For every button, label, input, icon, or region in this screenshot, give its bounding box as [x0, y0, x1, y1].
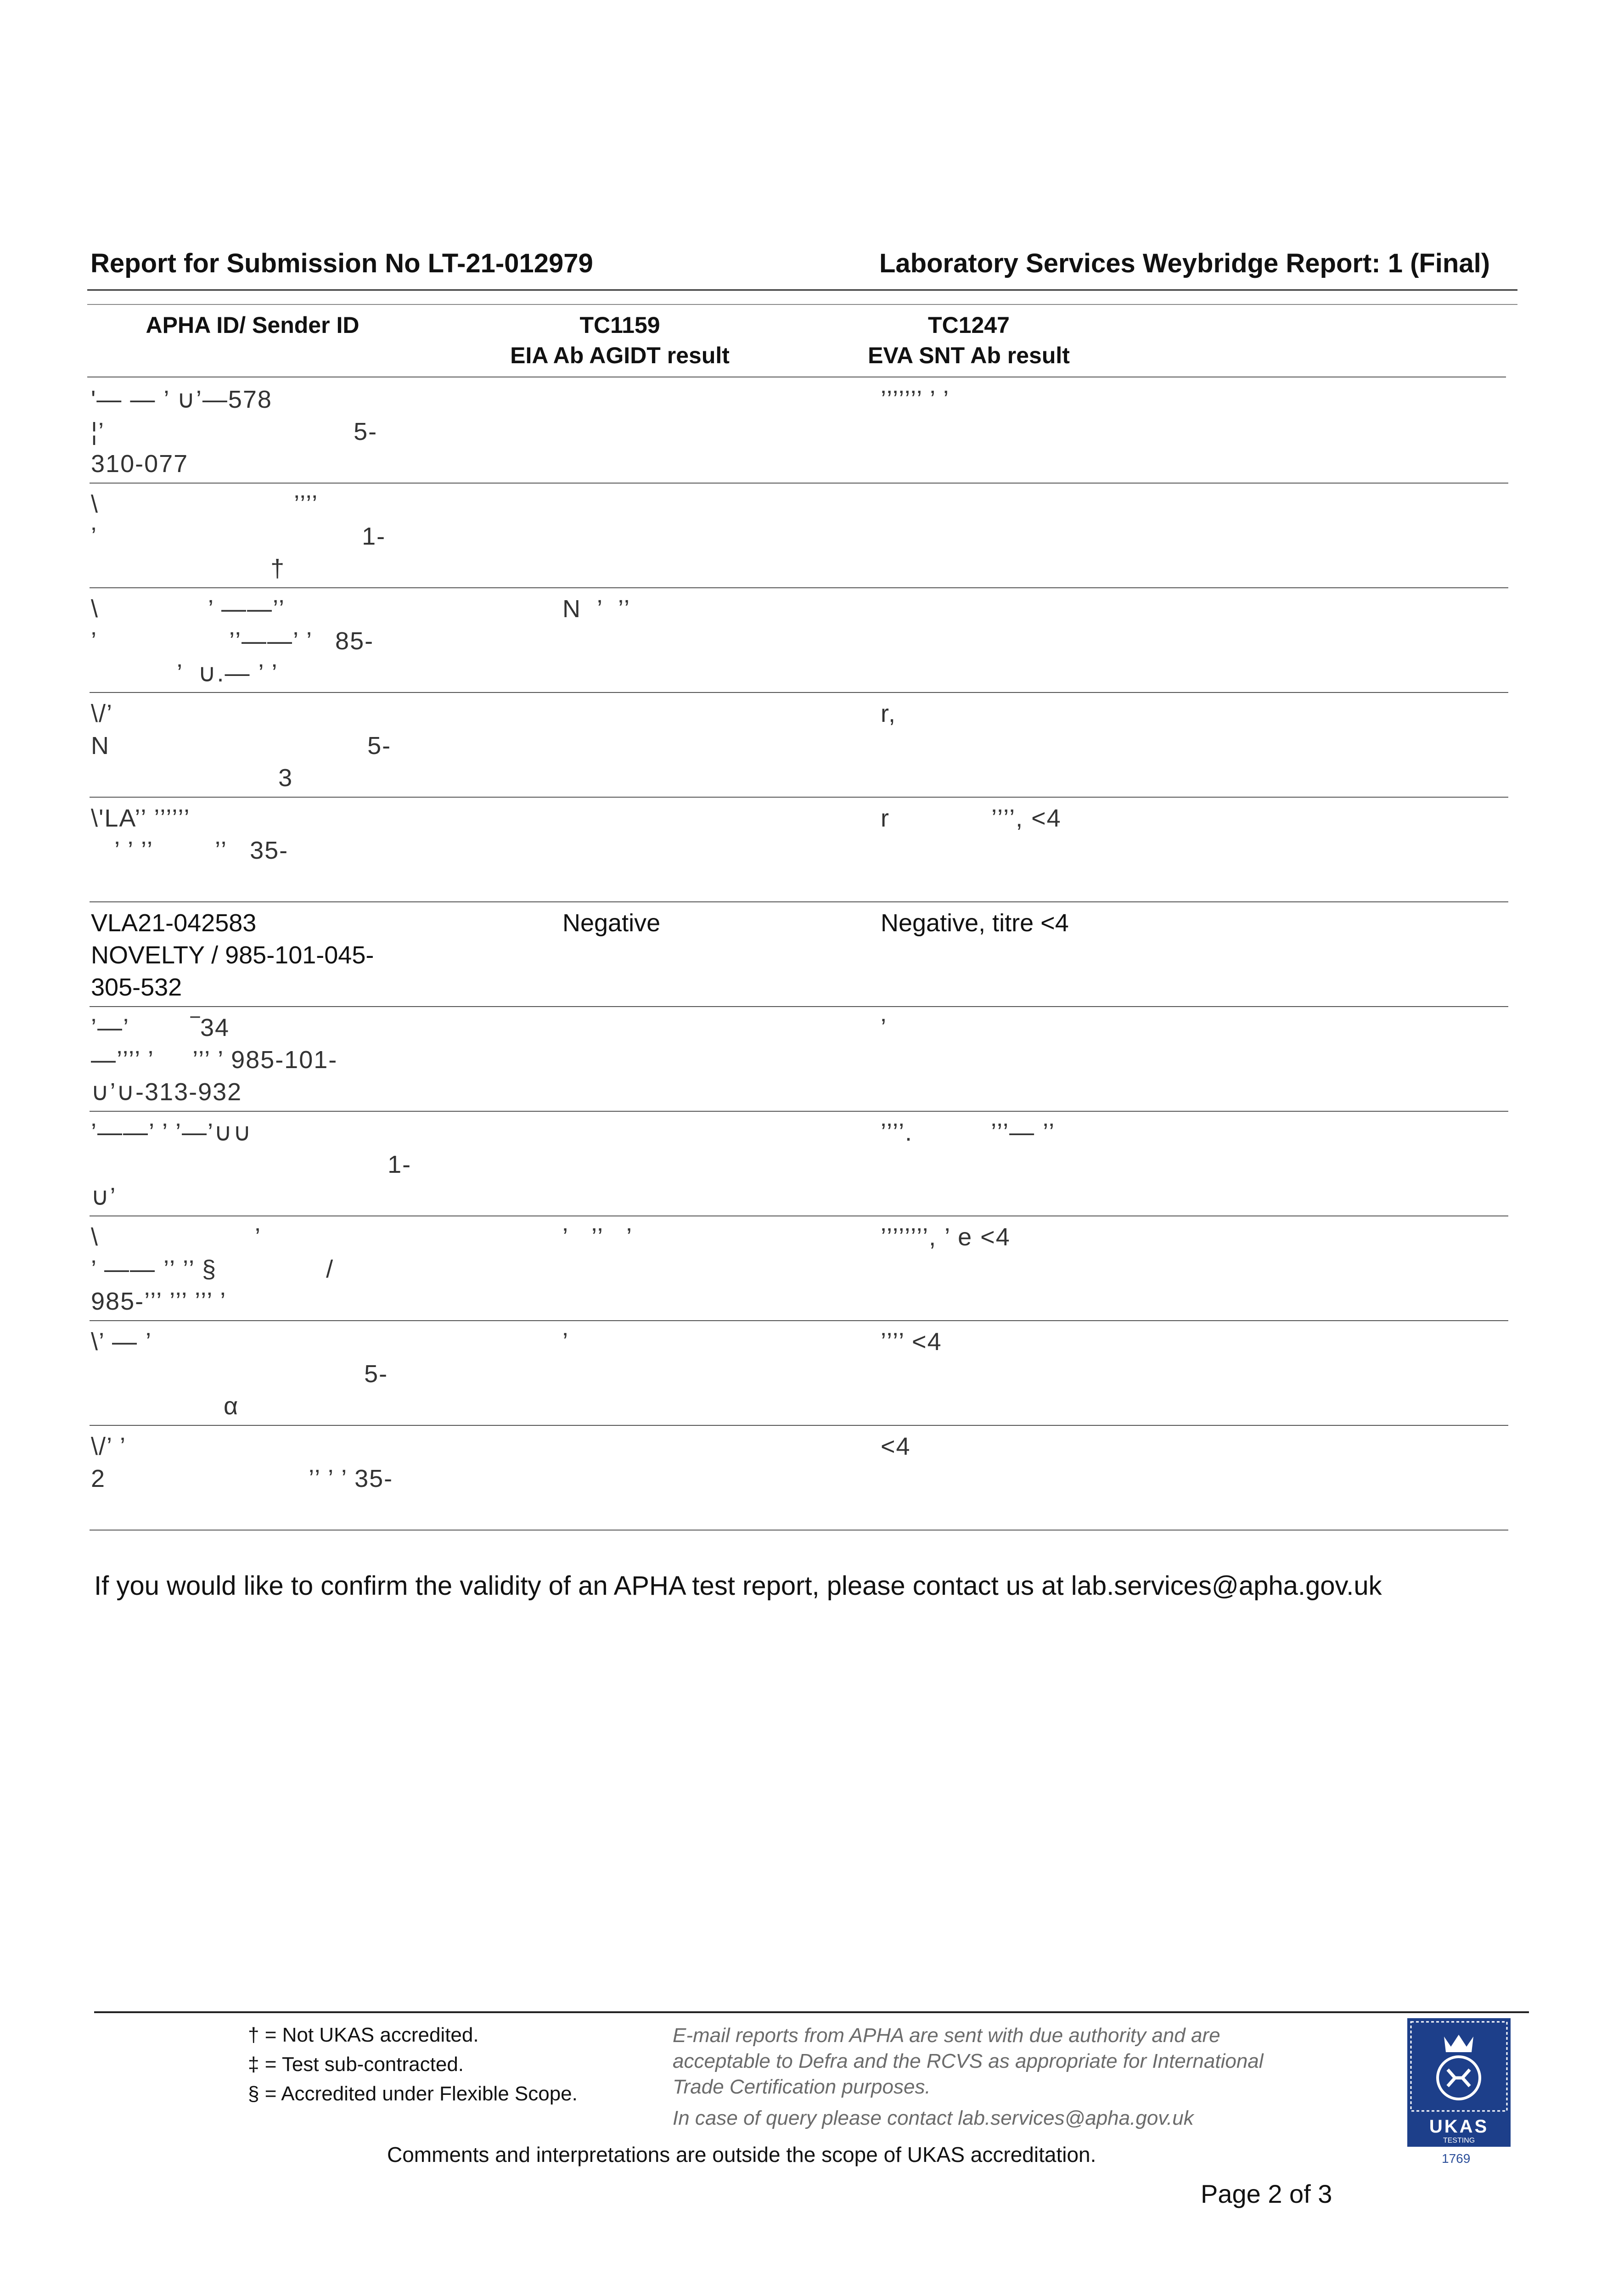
id-line: 310-077 [91, 450, 189, 478]
id-line: † [91, 555, 286, 582]
id-line: 2 ’’ ’ ’ 35- [91, 1465, 393, 1492]
query-notice: In case of query please contact lab.services@apha.gov.uk [673, 2107, 1194, 2129]
cell-eva-result: ’’’’ <4 [881, 1328, 942, 1356]
cell-eva-result: ’ [881, 1014, 887, 1041]
ukas-logo [1407, 2018, 1511, 2147]
id-line: ∪’∪-313-932 [91, 1078, 242, 1106]
id-line: ’——’ ’ ’—’∪∪ [91, 1119, 253, 1146]
row-divider [90, 1006, 1508, 1007]
header-rule-2 [87, 304, 1517, 305]
id-line: \/’ ’ [91, 1433, 126, 1460]
cell-sender-id [91, 698, 391, 794]
id-line: \ ’ [91, 1223, 262, 1251]
col-header-id: APHA ID/ Sender ID [146, 312, 360, 338]
footer-legend [248, 2020, 578, 2109]
id-line: ’ ’’——’ ’ 85- [91, 627, 374, 655]
id-line: 3 [91, 764, 293, 792]
id-line: 985-’’’ ’’’ ’’’ ’ [91, 1288, 227, 1315]
id-line: ’ ∪.— ’ ’ [91, 659, 278, 687]
id-line: NOVELTY / 985-101-045- [91, 941, 374, 969]
col-header-eva: TC1247 EVA SNT Ab result [868, 312, 1070, 368]
id-line: \’ — ’ [91, 1328, 152, 1356]
cell-sender-id [91, 907, 374, 1003]
id-line: \ ’ ——’’ [91, 595, 286, 623]
cell-sender-id [91, 1221, 334, 1317]
cell-eia-result: ’ [562, 1328, 569, 1356]
validity-note: If you would like to confirm the validity of an APHA test report, please contact us at lab.services@apha.gov.uk [94, 1571, 1382, 1601]
cell-sender-id [91, 1012, 337, 1108]
cell-sender-id [91, 1430, 393, 1495]
footer-rule [94, 2011, 1529, 2013]
cell-sender-id [91, 1326, 388, 1422]
cell-sender-id [91, 1116, 411, 1213]
row-divider [90, 1320, 1508, 1321]
cell-eva-result: ’’’’. ’’’— ’’ [881, 1119, 1056, 1146]
row-divider [90, 587, 1508, 588]
legend-not-accredited: † = Not UKAS accredited. [248, 2024, 479, 2046]
id-line: ∪’ [91, 1183, 117, 1210]
header-rule [87, 289, 1517, 291]
id-line: 305-532 [91, 974, 182, 1001]
cell-eva-result: r ’’’’, <4 [881, 805, 1062, 832]
cell-eva-result: ’’’’’’’’, ’ e <4 [881, 1223, 1011, 1251]
id-line: α [91, 1392, 239, 1420]
row-divider [90, 901, 1508, 902]
legend-flexible-scope: § = Accredited under Flexible Scope. [248, 2082, 578, 2105]
ukas-label: UKAS [1429, 2116, 1489, 2137]
page-number: Page 2 of 3 [1201, 2179, 1332, 2208]
id-line: \/’ [91, 700, 113, 727]
ukas-crown-icon [1407, 2018, 1511, 2115]
lab-report-title: Laboratory Services Weybridge Report: 1 (Final) [879, 248, 1490, 278]
email-notice: E-mail reports from APHA are sent with due authority and are acceptable to Defra and the RCVS as appropriate for International Trade Certification purposes. [673, 2024, 1264, 2098]
id-line: —’’’’ ’ ’’’ ’ 985-101- [91, 1046, 338, 1074]
ukas-scope-note: Comments and interpretations are outside the scope of UKAS accreditation. [387, 2143, 1096, 2167]
row-divider [90, 1425, 1508, 1426]
row-divider [90, 1530, 1508, 1531]
cell-eva-result: Negative, titre <4 [881, 909, 1069, 937]
cell-eva-result: ’’’’’’’ ’ ’ [881, 386, 950, 413]
cell-eva-result: r, [881, 700, 897, 727]
id-line: '— — ’ ∪’—578 [91, 386, 272, 413]
row-divider [90, 1111, 1508, 1112]
row-divider [90, 797, 1508, 798]
cell-eva-result: <4 [881, 1433, 911, 1460]
cell-sender-id [91, 383, 377, 480]
id-line: 1- [91, 1151, 412, 1178]
id-line: \ ’’’’ [91, 490, 319, 518]
col-header-eia: TC1159 EIA Ab AGIDT result [510, 312, 730, 368]
id-line: ’—’ ‾34 [91, 1014, 230, 1041]
id-line: N 5- [91, 732, 392, 760]
id-line: 5- [91, 1360, 388, 1388]
row-divider [90, 483, 1508, 484]
cell-sender-id [91, 593, 374, 689]
row-divider [90, 692, 1508, 693]
id-line: ¦’ 5- [91, 418, 378, 445]
cell-eia-result: ’ ’’ ’ [562, 1223, 633, 1251]
legend-subcontracted: ‡ = Test sub-contracted. [248, 2053, 464, 2076]
id-line: ’ —— ’’ ’’ § / [91, 1255, 334, 1283]
cell-sender-id [91, 488, 386, 585]
id-line: ’ ’ ’’ ’’ 35- [91, 837, 289, 864]
ukas-number: 1769 [1442, 2151, 1471, 2166]
cell-eia-result: N ’ ’’ [562, 595, 631, 623]
cell-eia-result: Negative [562, 909, 661, 937]
id-line: VLA21-042583 [91, 909, 257, 937]
id-line: ’ 1- [91, 523, 386, 550]
submission-title: Report for Submission No LT-21-012979 [90, 248, 593, 278]
ukas-sub: TESTING [1443, 2137, 1475, 2144]
id-line: \'LA’’ ’’’’’’ [91, 805, 191, 832]
cell-sender-id [91, 802, 288, 867]
